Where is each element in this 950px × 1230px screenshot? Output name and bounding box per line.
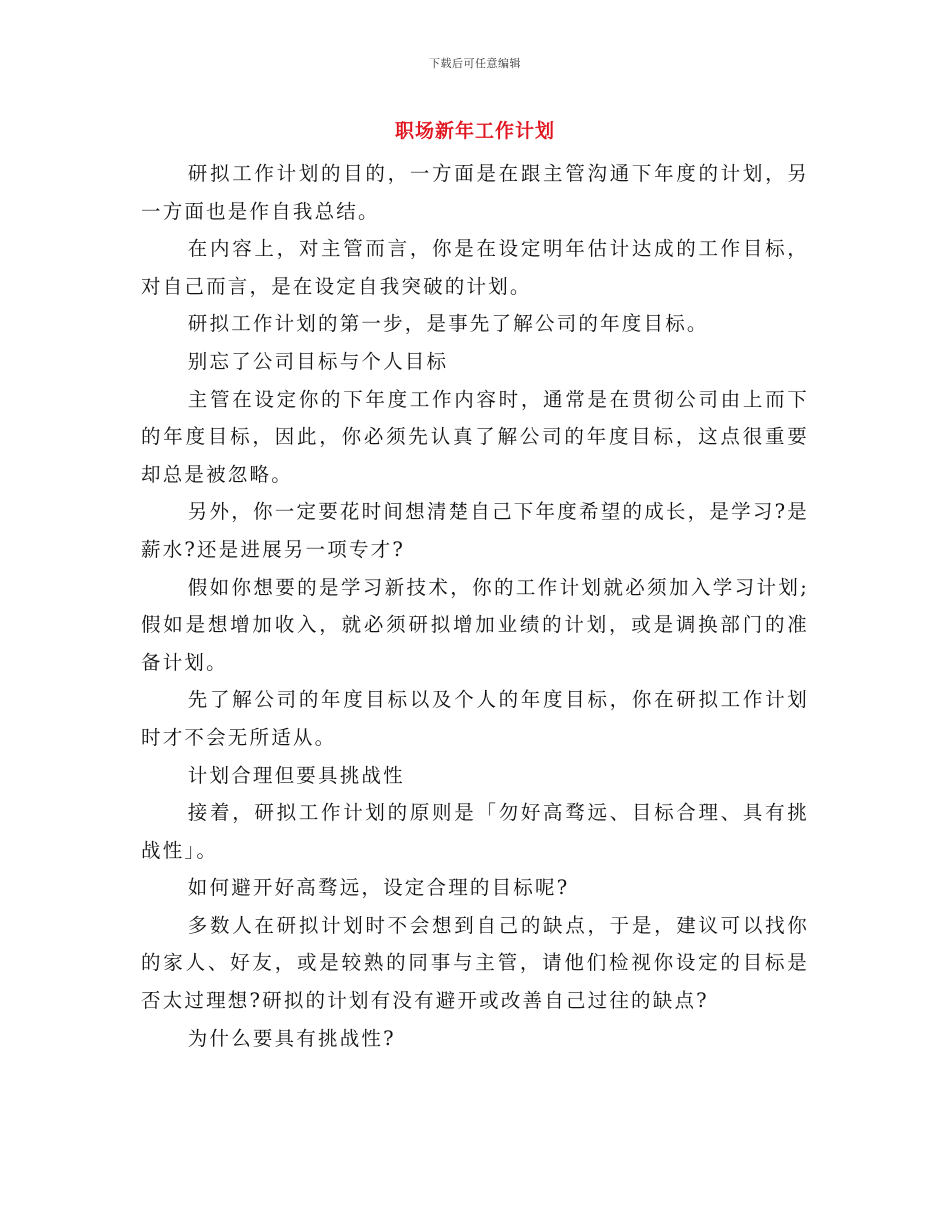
paragraph: 接着，研拟工作计划的原则是「勿好高骛远、目标合理、具有挑战性」。	[141, 801, 809, 862]
paragraph: 在内容上，对主管而言，你是在设定明年估计达成的工作目标，对自己而言，是在设定自我突破的计划。	[141, 237, 809, 298]
paragraph: 多数人在研拟计划时不会想到自己的缺点，于是，建议可以找你的家人、好友，或是较熟的同事与主管，请他们检视你设定的目标是否太过理想?研拟的计划有没有避开或改善自己过往的缺点?	[141, 913, 809, 1013]
section-heading: 别忘了公司目标与个人目标	[187, 349, 449, 373]
paragraph: 另外，你一定要花时间想清楚自己下年度希望的成长，是学习?是薪水?还是进展另一项专才?	[141, 500, 809, 561]
header-note: 下载后可任意编辑	[429, 57, 521, 70]
paragraph: 研拟工作计划的第一步，是事先了解公司的年度目标。	[187, 312, 709, 336]
paragraph: 假如你想要的是学习新技术，你的工作计划就必须加入学习计划;假如是想增加收入，就必须研拟增加业绩的计划，或是调换部门的准备计划。	[141, 575, 809, 674]
paragraph: 如何避开好高骛远，设定合理的目标呢?	[187, 876, 570, 900]
document-body	[141, 155, 809, 1057]
document-title: 职场新年工作计划	[394, 120, 555, 142]
section-heading: 计划合理但要具挑战性	[187, 763, 405, 787]
paragraph: 为什么要具有挑战性?	[187, 1026, 396, 1050]
paragraph: 研拟工作计划的目的，一方面是在跟主管沟通下年度的计划，另一方面也是作自我总结。	[141, 162, 809, 223]
paragraph: 主管在设定你的下年度工作内容时，通常是在贯彻公司由上而下的年度目标，因此，你必须先认真了解公司的年度目标，这点很重要却总是被忽略。	[141, 387, 809, 486]
paragraph: 先了解公司的年度目标以及个人的年度目标，你在研拟工作计划时才不会无所适从。	[141, 688, 809, 749]
